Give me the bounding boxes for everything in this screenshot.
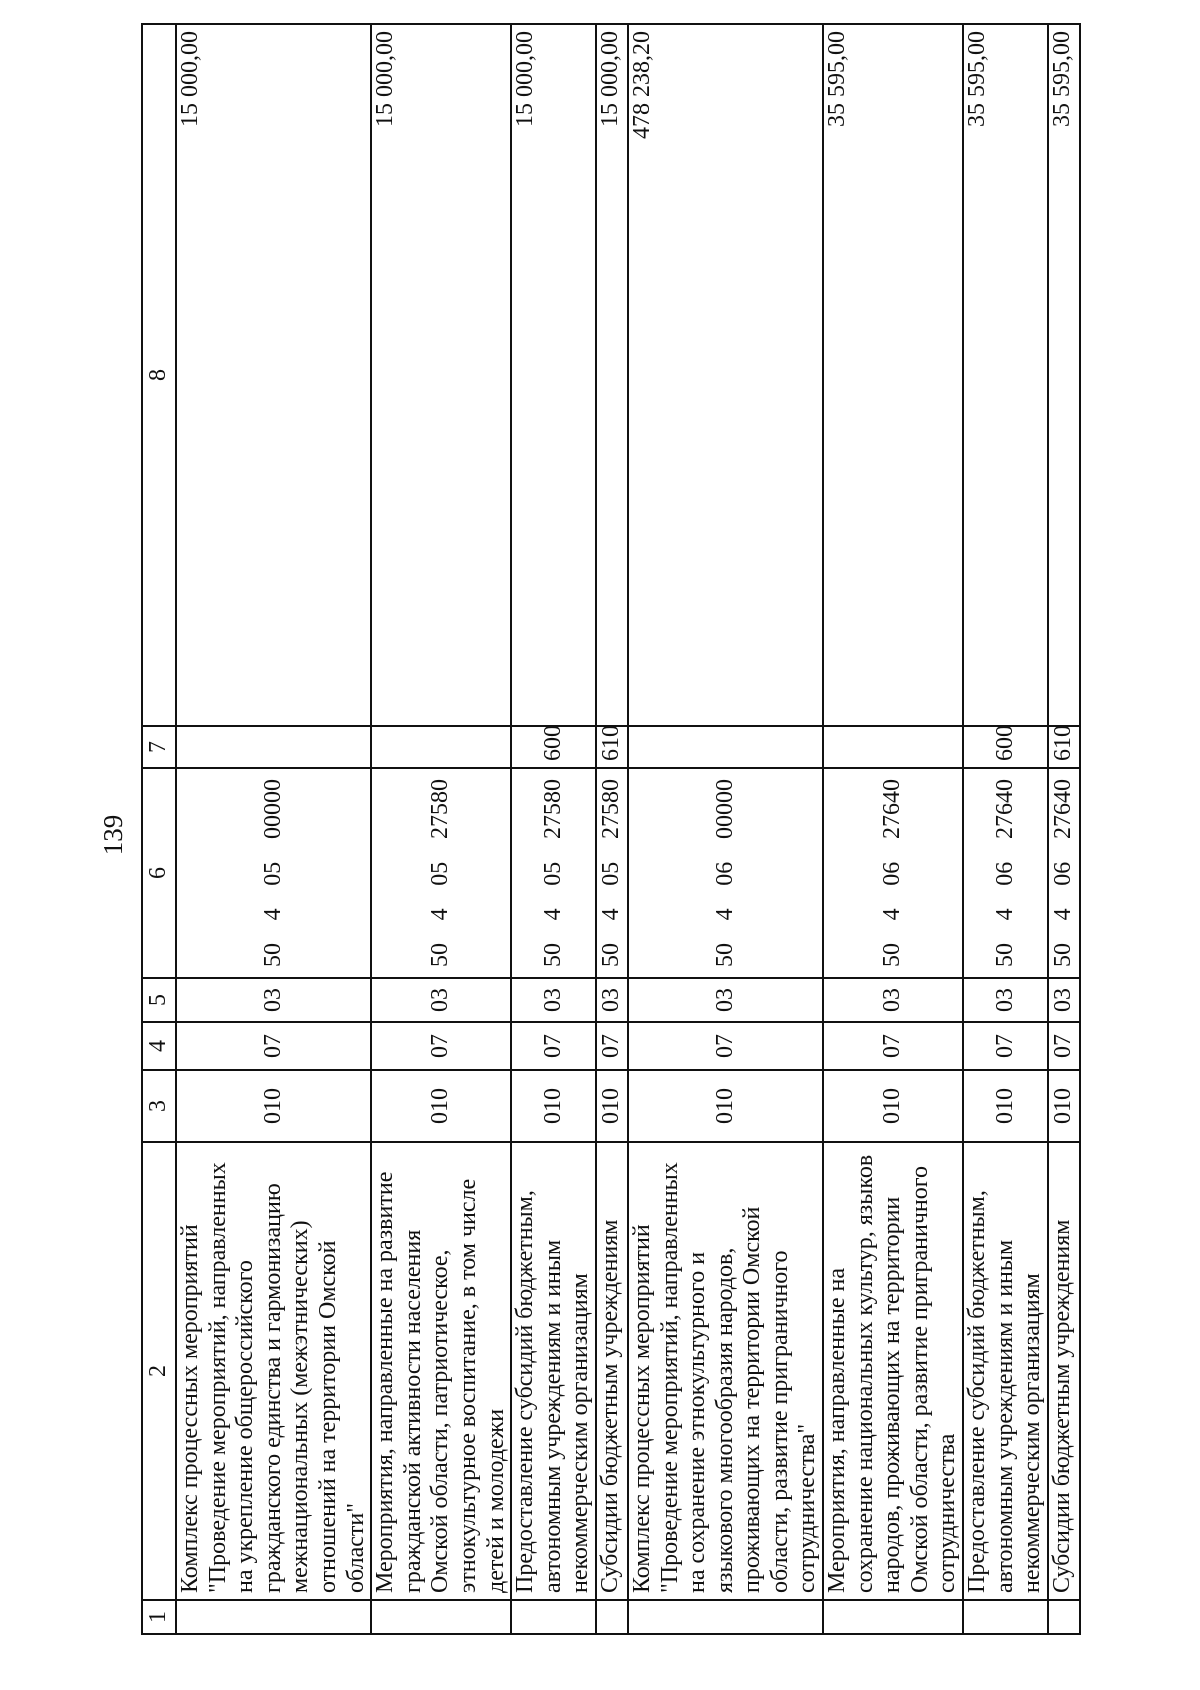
code-cell: 010 (1048, 1070, 1080, 1142)
article-part: 27640 (879, 779, 906, 840)
description-cell: Предоставление субсидий бюджетным, автономным учреждениям и иным некоммерческим организациям (511, 1142, 596, 1600)
code-cell: 03 (628, 978, 823, 1022)
code-cell: 010 (596, 1070, 628, 1142)
article-part: 05 (259, 861, 286, 886)
article-part: 4 (598, 908, 625, 921)
code-cell: 07 (628, 1022, 823, 1070)
amount-cell: 35 595,00 (1048, 24, 1080, 726)
code-cell: 07 (963, 1022, 1048, 1070)
row-number-cell (511, 1600, 596, 1634)
article-part: 06 (1050, 861, 1077, 886)
target-article-cell (1048, 768, 1080, 978)
column-header: 4 (142, 1022, 176, 1070)
article-part: 27580 (598, 779, 625, 840)
code-cell: 03 (176, 978, 371, 1022)
target-article-cell (963, 768, 1048, 978)
page-number: 139 (98, 814, 128, 856)
description-cell: Комплекс процессных мероприятий "Проведение мероприятий, направленных на сохранение этнокультурного и языкового многообразия народов, проживающих на территории Омской области, развитие приграничного сотрудничества" (628, 1142, 823, 1600)
code-cell: 07 (371, 1022, 511, 1070)
description-cell: Мероприятия, направленные на сохранение национальных культур, языков народов, проживающих на территории Омской области, развитие приграничного сотрудничества (823, 1142, 963, 1600)
article-part: 06 (711, 861, 738, 886)
column-header: 1 (142, 1600, 176, 1634)
article-part: 27580 (539, 779, 566, 840)
target-article-cell (596, 768, 628, 978)
article-part: 50 (598, 943, 625, 967)
article-part: 4 (259, 908, 286, 921)
article-part: 00000 (259, 779, 286, 840)
article-part: 50 (711, 943, 738, 967)
expense-type-cell (176, 726, 371, 768)
row-number-cell (823, 1600, 963, 1634)
article-part: 50 (879, 943, 906, 967)
code-cell: 03 (371, 978, 511, 1022)
expense-type-cell: 610 (596, 726, 628, 768)
table-row (823, 24, 963, 1634)
code-cell: 03 (596, 978, 628, 1022)
row-number-cell (628, 1600, 823, 1634)
target-article-cell (176, 768, 371, 978)
code-cell: 07 (596, 1022, 628, 1070)
expense-type-cell: 600 (963, 726, 1048, 768)
amount-cell: 478 238,20 (628, 24, 823, 726)
article-part: 4 (427, 908, 454, 921)
target-article-cell (823, 768, 963, 978)
article-part: 05 (539, 861, 566, 886)
row-number-cell (963, 1600, 1048, 1634)
row-number-cell (1048, 1600, 1080, 1634)
code-cell: 010 (963, 1070, 1048, 1142)
amount-cell: 15 000,00 (596, 24, 628, 726)
article-part: 4 (1050, 908, 1077, 921)
amount-cell: 15 000,00 (371, 24, 511, 726)
article-part: 50 (427, 943, 454, 967)
expense-type-cell: 610 (1048, 726, 1080, 768)
column-header: 6 (142, 768, 176, 978)
description-cell: Комплекс процессных мероприятий "Проведение мероприятий, направленных на укрепление общероссийского гражданского единства и гармонизацию межнациональных (межэтнических) отношений на территории Омской области" (176, 1142, 371, 1600)
code-cell: 03 (963, 978, 1048, 1022)
table-row (511, 24, 596, 1634)
budget-table (141, 23, 1081, 1635)
article-part: 27640 (991, 779, 1018, 840)
code-cell: 07 (511, 1022, 596, 1070)
code-cell: 07 (823, 1022, 963, 1070)
code-cell: 03 (1048, 978, 1080, 1022)
amount-cell: 15 000,00 (176, 24, 371, 726)
header-row (142, 24, 176, 1634)
column-header: 3 (142, 1070, 176, 1142)
table-row (963, 24, 1048, 1634)
article-part: 4 (991, 908, 1018, 921)
article-part: 06 (879, 861, 906, 886)
expense-type-cell (371, 726, 511, 768)
code-cell: 03 (823, 978, 963, 1022)
description-cell: Мероприятия, направленные на развитие гражданской активности населения Омской области, патриотическое, этнокультурное воспитание, в том числе детей и молодежи (371, 1142, 511, 1600)
table-row (371, 24, 511, 1634)
expense-type-cell: 600 (511, 726, 596, 768)
table-row (176, 24, 371, 1634)
expense-type-cell (628, 726, 823, 768)
column-header: 2 (142, 1142, 176, 1600)
article-part: 4 (539, 908, 566, 921)
article-part: 50 (991, 943, 1018, 967)
description-cell: Предоставление субсидий бюджетным, автономным учреждениям и иным некоммерческим организациям (963, 1142, 1048, 1600)
amount-cell: 15 000,00 (511, 24, 596, 726)
table-row (596, 24, 628, 1634)
row-number-cell (176, 1600, 371, 1634)
description-cell: Субсидии бюджетным учреждениям (596, 1142, 628, 1600)
article-part: 4 (711, 908, 738, 921)
description-cell: Субсидии бюджетным учреждениям (1048, 1142, 1080, 1600)
column-header: 8 (142, 24, 176, 726)
code-cell: 03 (511, 978, 596, 1022)
code-cell: 010 (371, 1070, 511, 1142)
code-cell: 07 (176, 1022, 371, 1070)
column-header: 5 (142, 978, 176, 1022)
target-article-cell (371, 768, 511, 978)
article-part: 06 (991, 861, 1018, 886)
amount-cell: 35 595,00 (823, 24, 963, 726)
rotated-table-wrapper (141, 31, 1077, 1635)
amount-cell: 35 595,00 (963, 24, 1048, 726)
code-cell: 010 (176, 1070, 371, 1142)
target-article-cell (628, 768, 823, 978)
table-row (1048, 24, 1080, 1634)
article-part: 05 (598, 861, 625, 886)
column-header: 7 (142, 726, 176, 768)
code-cell: 010 (628, 1070, 823, 1142)
code-cell: 010 (823, 1070, 963, 1142)
article-part: 50 (259, 943, 286, 967)
article-part: 50 (1050, 943, 1077, 967)
row-number-cell (596, 1600, 628, 1634)
article-part: 05 (427, 861, 454, 886)
code-cell: 010 (511, 1070, 596, 1142)
article-part: 50 (539, 943, 566, 967)
article-part: 27640 (1050, 779, 1077, 840)
article-part: 27580 (427, 779, 454, 840)
row-number-cell (371, 1600, 511, 1634)
article-part: 4 (879, 908, 906, 921)
target-article-cell (511, 768, 596, 978)
expense-type-cell (823, 726, 963, 768)
code-cell: 07 (1048, 1022, 1080, 1070)
table-row (628, 24, 823, 1634)
article-part: 00000 (711, 779, 738, 840)
